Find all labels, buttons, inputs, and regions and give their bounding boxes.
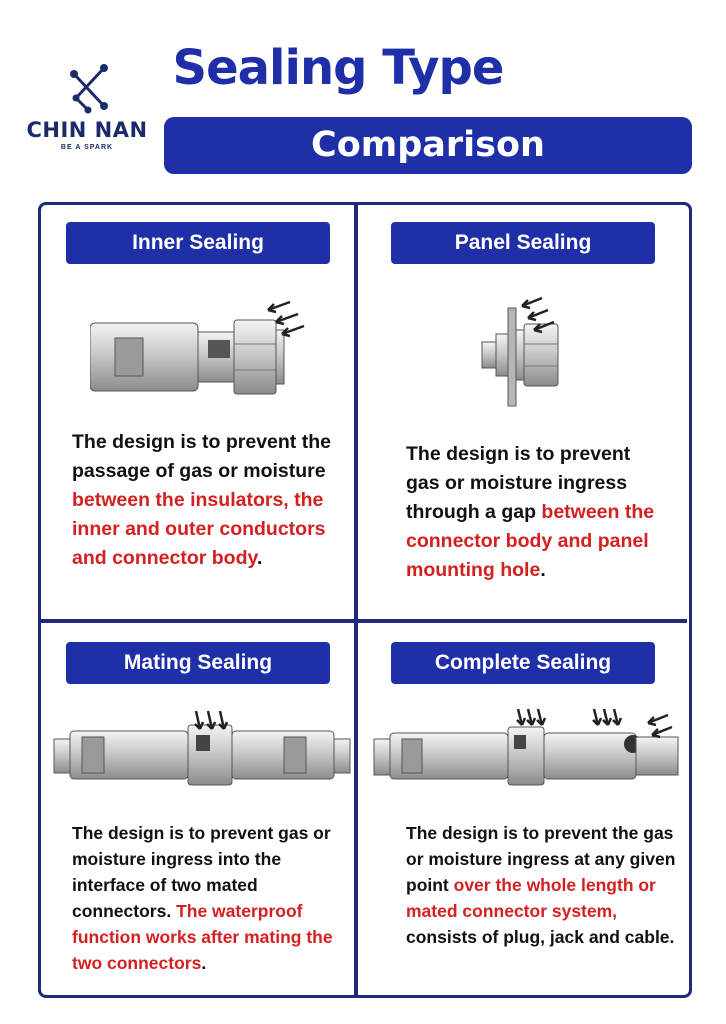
complete-sealing-description bbox=[406, 820, 676, 950]
inner-sealing-description bbox=[72, 428, 332, 573]
panel-sealing-description-highlight: between the connector body and panel mounting hole bbox=[406, 501, 655, 581]
panel-sealing-description-text: The design is to prevent gas or moisture ingress through a gap bbox=[406, 443, 631, 523]
complete-sealing-description-highlight: over the whole length or mated connector system, bbox=[406, 875, 656, 921]
inner-sealing-description-text: The design is to prevent the passage of gas or moisture bbox=[72, 431, 331, 482]
mating-sealing-description-end: . bbox=[201, 953, 207, 973]
complete-sealing-description-text: The design is to prevent the gas or moisture ingress at any given point bbox=[406, 823, 676, 895]
page-title: Sealing Type bbox=[172, 40, 504, 96]
panel-sealing-label: Panel Sealing bbox=[391, 222, 655, 264]
mating-sealing-label: Mating Sealing bbox=[66, 642, 330, 684]
spark-logo-icon bbox=[64, 60, 114, 120]
grid-divider-horizontal bbox=[39, 619, 687, 623]
mating-sealing-connector-illustration bbox=[52, 705, 352, 790]
complete-sealing-label: Complete Sealing bbox=[391, 642, 655, 684]
mating-sealing-description-text: The design is to prevent gas or moisture ingress into the interface of two mated connectors. bbox=[72, 823, 331, 921]
logo-tagline: BE A SPARK bbox=[60, 144, 114, 151]
inner-sealing-description-end: . bbox=[256, 547, 263, 569]
inner-sealing-description-highlight: between the insulators, the inner and outer conductors and connector body bbox=[72, 489, 326, 569]
complete-sealing-description-end: consists of plug, jack and cable. bbox=[406, 927, 675, 947]
inner-sealing-connector-illustration bbox=[90, 290, 330, 400]
mating-sealing-description-highlight: The waterproof function works after mating the two connectors bbox=[72, 901, 333, 973]
mating-sealing-description bbox=[72, 820, 342, 976]
panel-sealing-description-end: . bbox=[540, 559, 546, 581]
logo-name: CHIN NAN bbox=[26, 118, 148, 142]
page-subtitle: Comparison bbox=[164, 117, 692, 174]
inner-sealing-label: Inner Sealing bbox=[66, 222, 330, 264]
company-logo bbox=[22, 60, 152, 160]
panel-sealing-description bbox=[406, 440, 666, 585]
grid-divider-vertical bbox=[354, 203, 358, 995]
panel-sealing-connector-illustration bbox=[476, 290, 586, 415]
complete-sealing-connector-illustration bbox=[372, 705, 682, 790]
